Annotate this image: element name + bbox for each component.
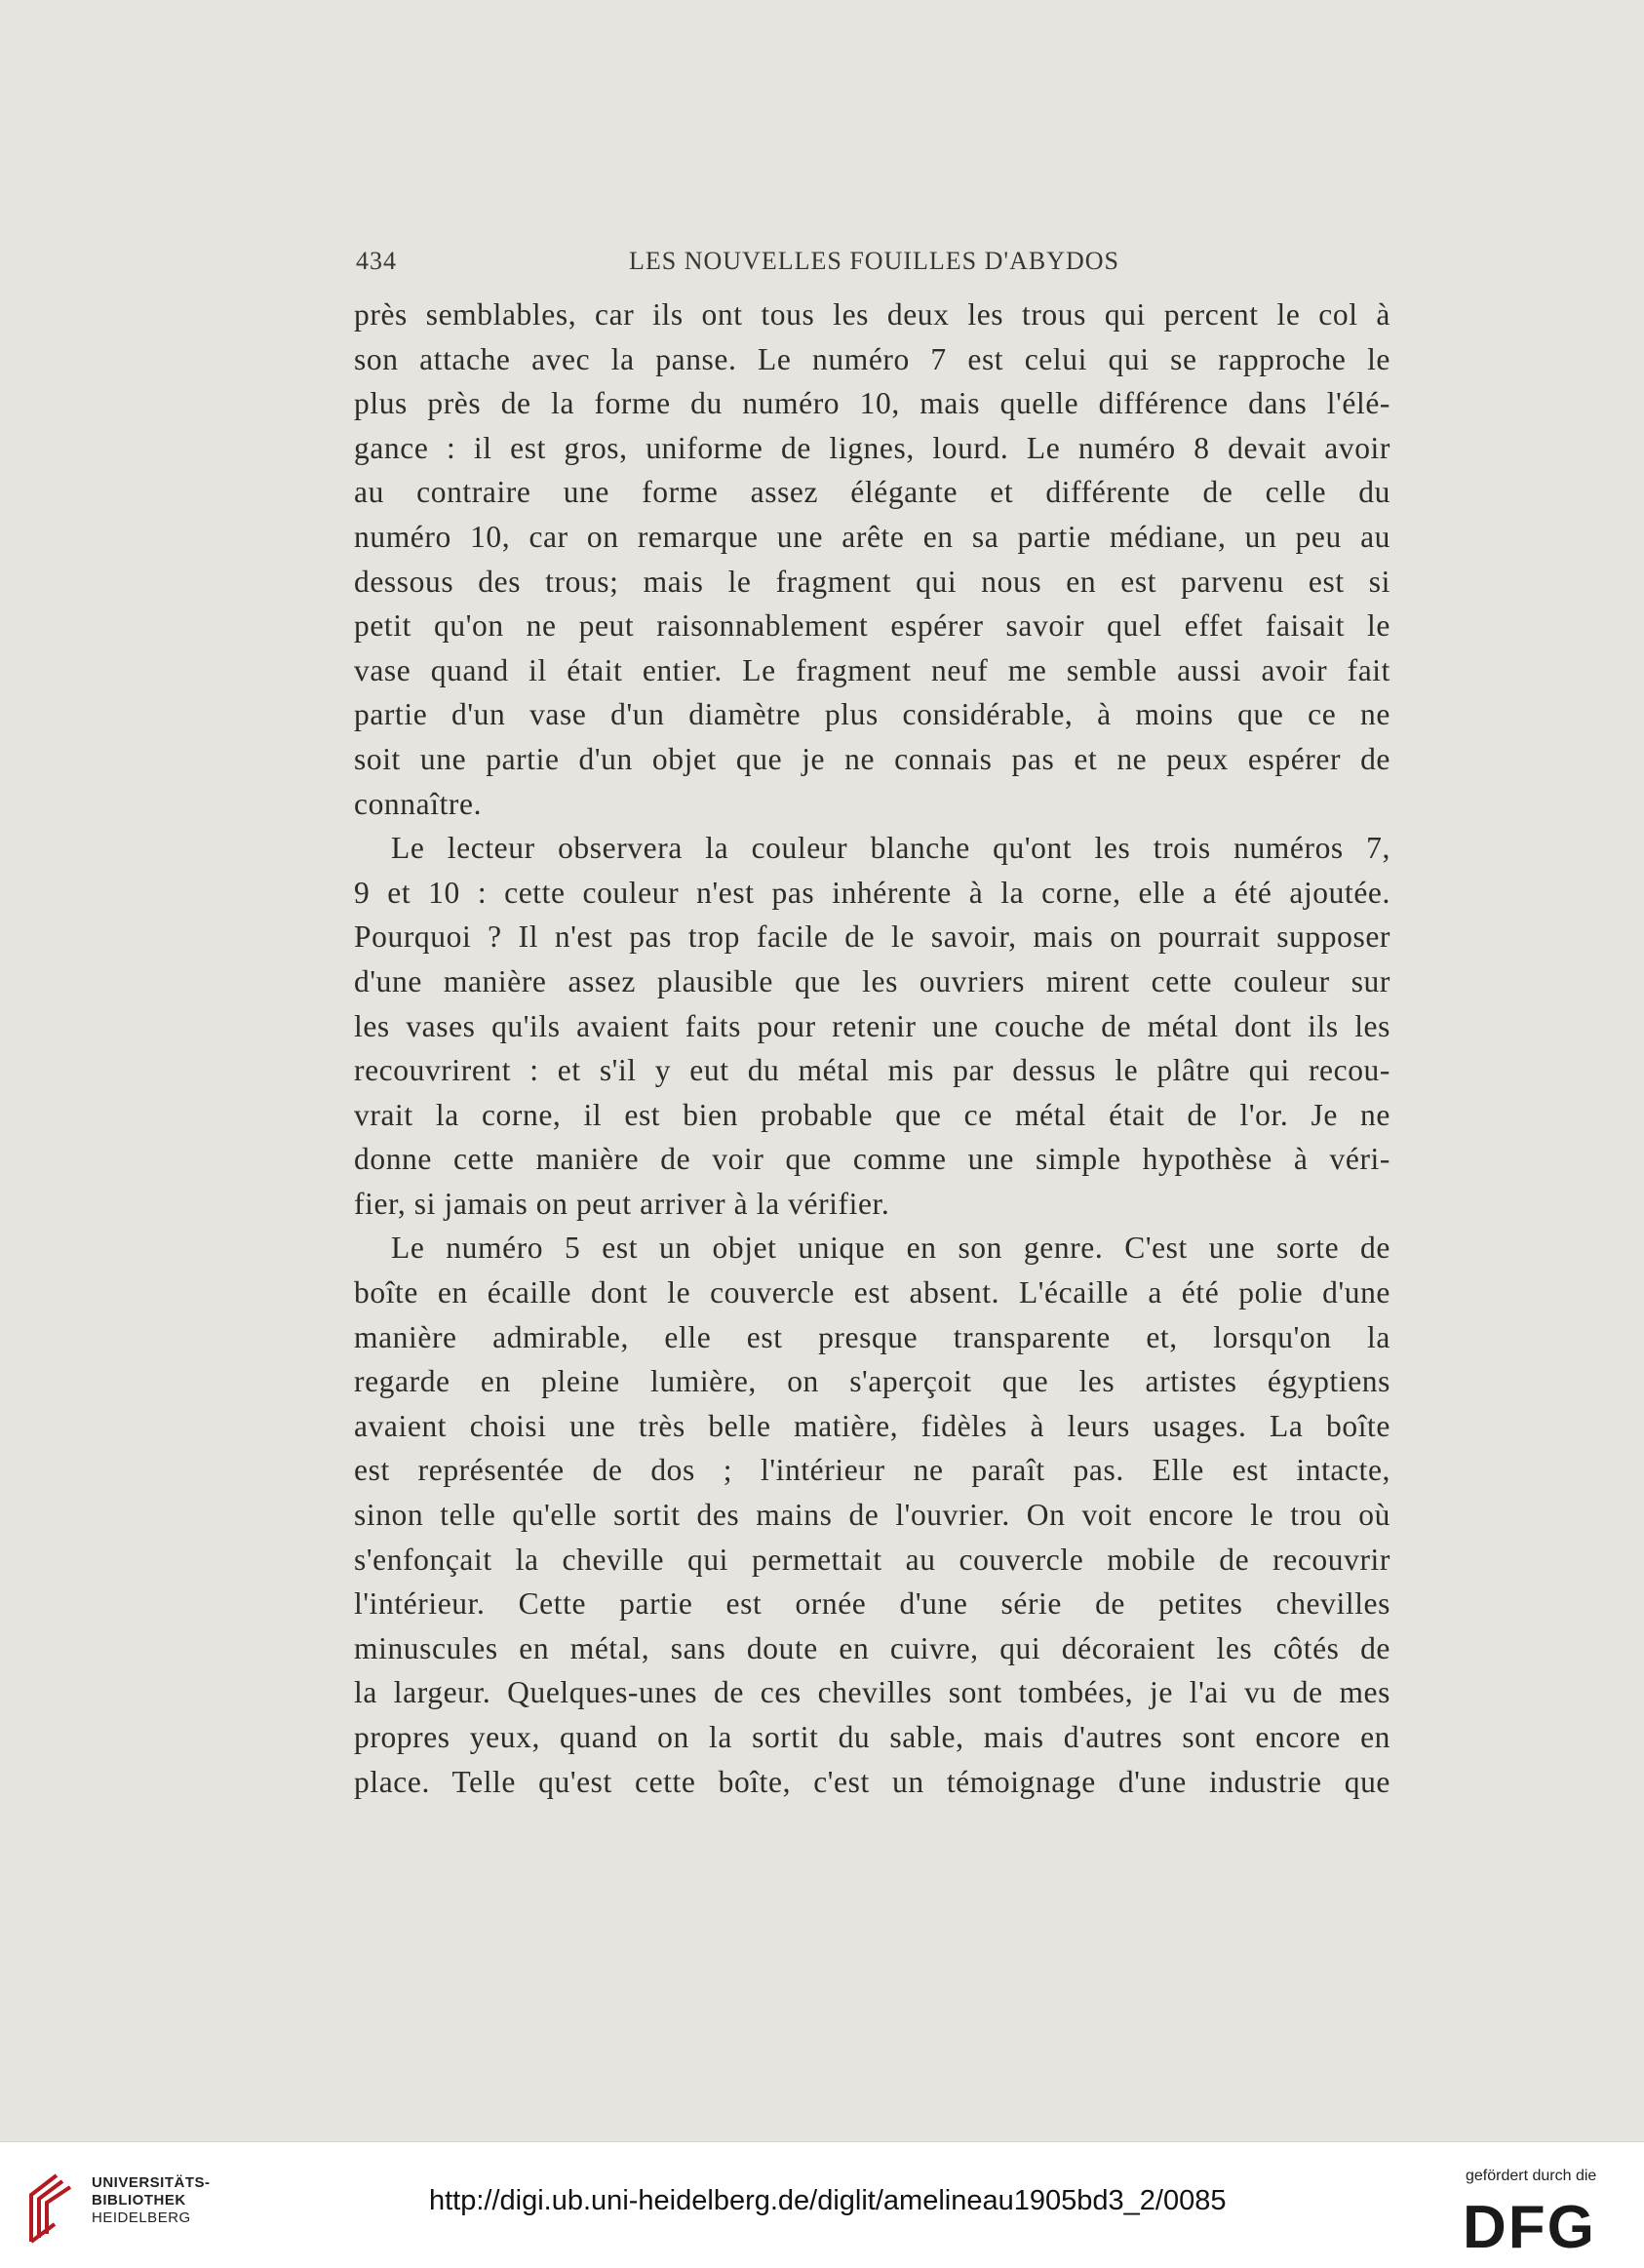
text-line: fier, si jamais on peut arriver à la vérifier. [354,1186,890,1221]
text-line: partie d'un vase d'un diamètre plus considérable, à moins que ce ne [354,697,1390,732]
dfg-logo-icon [1463,2195,1624,2253]
text-line: recouvrirent : et s'il y eut du métal mis par dessus le plâtre qui recou- [354,1053,1390,1088]
text-line: l'intérieur. Cette partie est ornée d'une série de petites chevilles [354,1586,1390,1622]
text-line: avaient choisi une très belle matière, fidèles à leurs usages. La boîte [354,1408,1390,1443]
text-line: la largeur. Quelques-unes de ces chevilles sont tombées, je l'ai vu de mes [354,1675,1390,1710]
running-title: LES NOUVELLES FOUILLES D'ABYDOS [629,247,1119,275]
text-line: Le lecteur observera la couleur blanche qu'ont les trois numéros 7, [391,831,1390,866]
paragraph-2 [354,826,1390,1226]
text-line: son attache avec la panse. Le numéro 7 est celui qui se rapproche le [354,341,1390,376]
text-line: plus près de la forme du numéro 10, mais quelle différence dans l'élé- [354,386,1390,421]
text-line: vrait la corne, il est bien probable que ce métal était de l'or. Je ne [354,1097,1390,1132]
text-line: Pourquoi ? Il n'est pas trop facile de le savoir, mais on pourrait supposer [354,919,1390,955]
text-line: propres yeux, quand on la sortit du sable, mais d'autres sont encore en [354,1720,1390,1754]
text-line: dessous des trous; mais le fragment qui nous en est parvenu est si [354,564,1390,599]
text-line: place. Telle qu'est cette boîte, c'est un témoignage d'une industrie que [354,1764,1390,1799]
paragraph-1 [354,293,1390,826]
dfg-logo-text: DFG [1463,2195,1596,2253]
ub-heidelberg-logo-icon [21,2170,78,2246]
text-line: les vases qu'ils avaient faits pour retenir une couche de métal dont ils les [354,1008,1390,1043]
text-line: petit qu'on ne peut raisonnablement espérer savoir quel effet faisait le [354,608,1390,644]
text-line: d'une manière assez plausible que les ouvriers mirent cette couleur sur [354,963,1390,998]
funding-caption: gefördert durch die [1466,2168,1597,2184]
text-line: gance : il est gros, uniforme de lignes, lourd. Le numéro 8 devait avoir [354,430,1390,465]
text-line: s'enfonçait la cheville qui permettait au couvercle mobile de recouvrir [354,1542,1390,1577]
text-line: minuscules en métal, sans doute en cuivre, qui décoraient les côtés de [354,1630,1390,1665]
text-line: au contraire une forme assez élégante et différente de celle du [354,475,1390,510]
library-name-line: BIBLIOTHEK [92,2192,186,2209]
text-line: manière admirable, elle est presque transparente et, lorsqu'on la [354,1319,1390,1354]
library-name [92,2174,211,2227]
text-line: numéro 10, car on remarque une arête en sa partie médiane, un peu au [354,519,1390,554]
text-line: vase quand il était entier. Le fragment neuf me semble aussi avoir fait [354,652,1390,687]
text-line: près semblables, car ils ont tous les deux les trous qui percent le col à [354,297,1390,332]
text-line: soit une partie d'un objet que je ne connais pas et ne peux espérer de [354,741,1390,776]
viewer-footer [0,2141,1644,2268]
permalink-url[interactable]: http://digi.ub.uni-heidelberg.de/diglit/amelineau1905bd3_2/0085 [429,2185,1227,2216]
page-header [356,247,1392,286]
text-line: regarde en pleine lumière, on s'aperçoit que les artistes égyptiens [354,1364,1390,1399]
library-name-line: HEIDELBERG [92,2209,191,2226]
text-line: est représentée de dos ; l'intérieur ne paraît pas. Elle est intacte, [354,1453,1390,1488]
body-text [354,293,1390,1804]
text-line: connaître. [354,786,483,821]
text-line: 9 et 10 : cette couleur n'est pas inhérente à la corne, elle a été ajoutée. [354,875,1390,910]
text-line: boîte en écaille dont le couvercle est absent. L'écaille a été polie d'une [354,1275,1390,1310]
text-line: sinon telle qu'elle sortit des mains de l'ouvrier. On voit encore le trou où [354,1498,1390,1533]
text-line: Le numéro 5 est un objet unique en son genre. C'est une sorte de [391,1231,1390,1266]
text-line: donne cette manière de voir que comme une simple hypothèse à véri- [354,1142,1390,1177]
library-name-line: UNIVERSITÄTS- [92,2174,211,2191]
paragraph-3 [354,1226,1390,1804]
page-number: 434 [356,247,397,275]
